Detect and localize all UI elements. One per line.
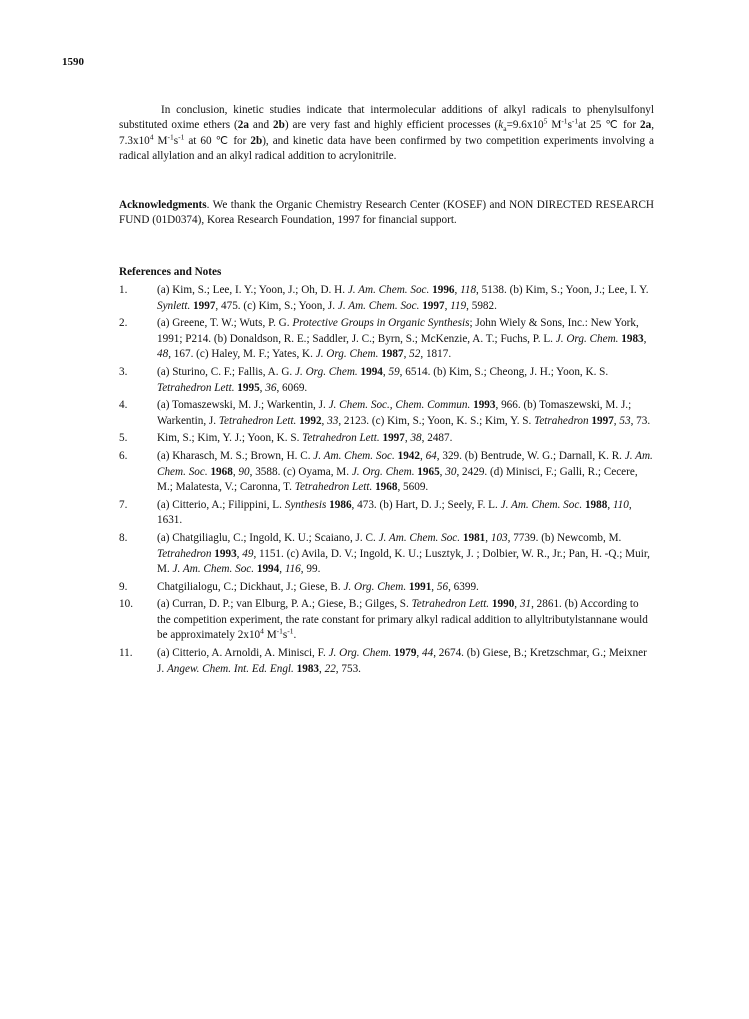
reference-item: 8. (a) Chatgiliaglu, C.; Ingold, K. U.; Scaiano, J. C. J. Am. Chem. Soc. 1981, 103, 7739. (b) Newcomb, M. Tetrahedron 1993, 49, 1151. (c) Avila, D. V.; Ingold, K. U.; Lusztyk, J. ; Dolbier, W. R., Jr.; Pan, H. -Q.; Muir, M. J. Am. Chem. Soc. 1994, 116, 99.: [119, 531, 650, 576]
reference-item: 10. (a) Curran, D. P.; van Elburg, P. A.; Giese, B.; Gilges, S. Tetrahedron Lett. 1990, 31, 2861. (b) According to the competition experiment, the rate constant for primary alkyl radical addition to allyltributylstannane would be approximately $2x10^4$ $M^{-1}s^{-1}$.: [119, 598, 648, 642]
acknowledgments-paragraph: Acknowledgments. We thank the Organic Chemistry Research Center (KOSEF) and NON DIRECTED RESEARCH FUND (01D0374), Korea Research Foundation, 1997 for financial support.: [119, 199, 654, 227]
reference-item: 7. (a) Citterio, A.; Filippini, L. Synthesis 1986, 473. (b) Hart, D. J.; Seely, F. L. J. Am. Chem. Soc. 1988, 110, 1631.: [119, 498, 632, 527]
reference-list: [119, 283, 654, 679]
reference-item: 3. (a) Sturino, C. F.; Fallis, A. G. J. Org. Chem. 1994, 59, 6514. (b) Kim, S.; Cheong, J. H.; Yoon, K. S. Tetrahedron Lett. 1995, 36, 6069.: [119, 365, 609, 394]
reference-item: 5. Kim, S.; Kim, Y. J.; Yoon, K. S. Tetrahedron Lett. 1997, 38, 2487.: [119, 432, 453, 445]
reference-item: 11. (a) Citterio, A. Arnoldi, A. Minisci, F. J. Org. Chem. 1979, 44, 2674. (b) Giese, B.; Kretzschmar, G.; Meixner J. Angew. Chem. Int. Ed. Engl. 1983, 22, 753.: [119, 647, 647, 675]
reference-item: 9. Chatgilialogu, C.; Dickhaut, J.; Giese, B. J. Org. Chem. 1991, 56, 6399.: [119, 580, 479, 593]
reference-item: 6. (a) Kharasch, M. S.; Brown, H. C. J. Am. Chem. Soc. 1942, 64, 329. (b) Bentrude, W. G.; Darnall, K. R. J. Am. Chem. Soc. 1968, 90, 3588. (c) Oyama, M. J. Org. Chem. 1965, 30, 2429. (d) Minisci, F.; Galli, R.; Cecere, M.; Malatesta, V.; Caronna, T. Tetrahedron Lett. 1968, 5609.: [119, 449, 653, 494]
reference-item: 2. (a) Greene, T. W.; Wuts, P. G. Protective Groups in Organic Synthesis; John Wiely & Sons, Inc.: New York, 1991; P214. (b) Donaldson, R. E.; Saddler, J. C.; Byrn, S.; McKenzie, A. T.; Fuchs, P. L. J. Org. Chem. 1983, 48, 167. (c) Haley, M. F.; Yates, K. J. Org. Chem. 1987, 52, 1817.: [119, 317, 647, 361]
reference-item: 1. (a) Kim, S.; Lee, I. Y.; Yoon, J.; Oh, D. H. J. Am. Chem. Soc. 1996, 118, 5138. (b) Kim, S.; Yoon, J.; Lee, I. Y. Synlett. 1997, 475. (c) Kim, S.; Yoon, J. J. Am. Chem. Soc. 1997, 119, 5982.: [119, 284, 649, 312]
acknowledgments-heading: Acknowledgments: [119, 199, 207, 211]
conclusion-paragraph: In conclusion, kinetic studies indicate that intermolecular additions of alkyl radicals to phenylsulfonyl substituted oxime ethers (2a and 2b) are very fast and highly efficient processes ($k_a=9.6x10^5$ $M^{-1}s^{-1}at$ 25 ℃ for 2a, $7.3x10^4$ $M^{-1}s^{-1}$ at 60 ℃ for 2b), and kinetic data have been confirmed by two competition experiments involving a radical allylation and an alkyl radical addition to acrylonitrile.: [119, 104, 654, 163]
page-number: 1590: [62, 56, 84, 68]
reference-item: 4. (a) Tomaszewski, M. J.; Warkentin, J. J. Chem. Soc., Chem. Commun. 1993, 966. (b) Tomaszewski, M. J.; Warkentin, J. Tetrahedron Lett. 1992, 33, 2123. (c) Kim, S.; Yoon, K. S.; Kim, Y. S. Tetrahedron 1997, 53, 73.: [119, 399, 651, 427]
references-heading: References and Notes: [119, 266, 222, 278]
